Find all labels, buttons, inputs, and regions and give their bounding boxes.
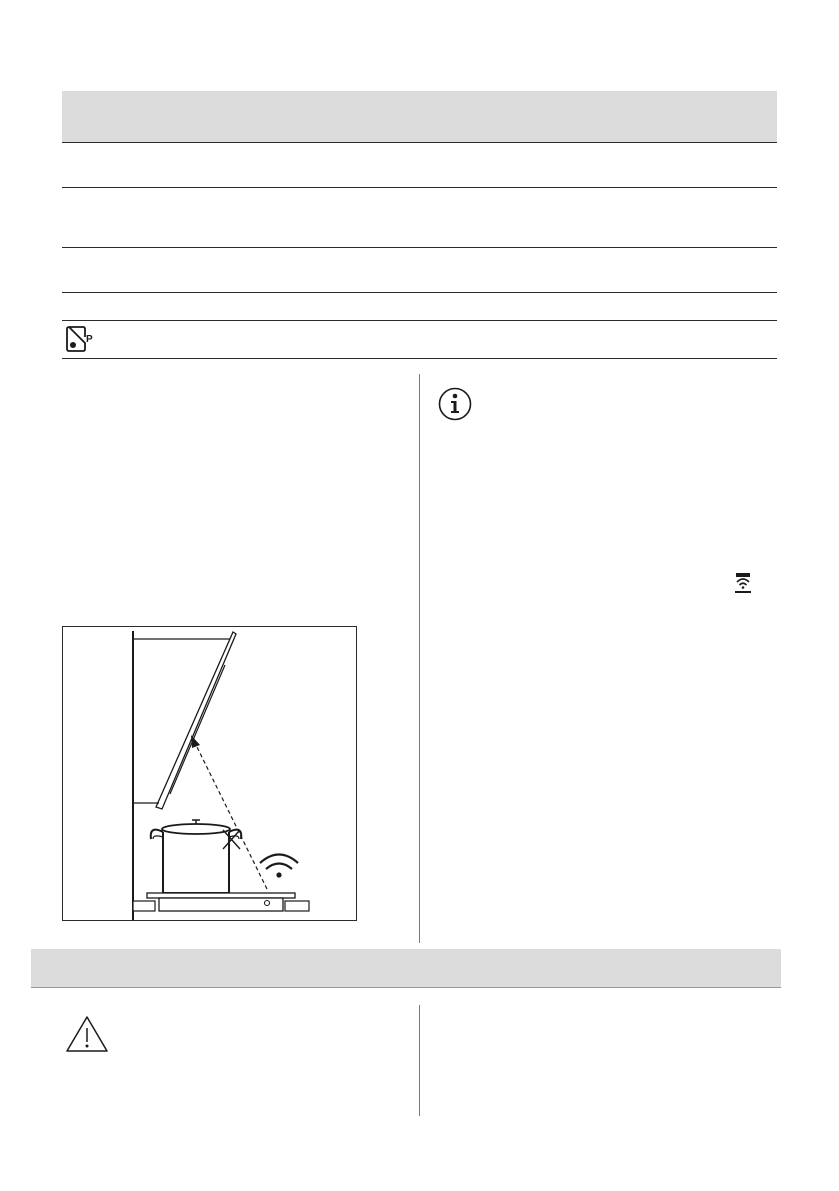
table-rule: [62, 247, 777, 248]
info-icon: [438, 387, 472, 426]
table-rule: [62, 187, 777, 188]
table-header: [62, 91, 777, 142]
column-divider: [419, 1005, 420, 1116]
section-rule: [31, 987, 781, 988]
warning-icon: [65, 1015, 109, 1058]
table-rule: [62, 292, 777, 293]
signal-arrow: [191, 735, 200, 748]
hob-to-hood-icon: [733, 571, 753, 602]
svg-text:P: P: [86, 334, 93, 345]
program-p-icon: [66, 326, 96, 357]
hob: [133, 893, 309, 911]
column-divider: [419, 374, 420, 943]
cooking-pot: [151, 820, 242, 893]
section-header-band: [31, 949, 781, 987]
hood-hob-figure: [62, 626, 357, 921]
table-rule: [62, 320, 777, 321]
wifi-signal-icon: [260, 855, 298, 878]
hood-panel: [156, 632, 236, 809]
signal-path: [196, 745, 267, 889]
table-rule: [62, 358, 777, 359]
table-rule: [62, 142, 777, 143]
